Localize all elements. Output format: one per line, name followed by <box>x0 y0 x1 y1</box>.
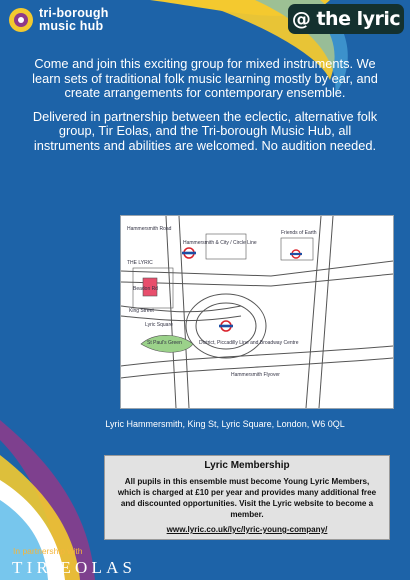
location-map <box>120 215 394 409</box>
map-label-hammersmith-city: Hammersmith & City / Circle Line <box>183 240 257 246</box>
membership-link[interactable]: www.lyric.co.uk/lyc/lyric-young-company/ <box>166 525 328 534</box>
intro-paragraph-1: Come and join this exciting group for mixed instruments. We learn sets of traditional folk music learning mostly by ear, and create arrangements for contemporary ensemble. <box>32 56 378 101</box>
map-label-stpauls-green: St Paul's Green <box>147 340 182 346</box>
map-label-the-lyric: THE LYRIC <box>127 260 153 266</box>
map-label-hammersmith-road: Hammersmith Road <box>127 226 172 232</box>
hub-disc-icon <box>8 7 34 33</box>
partner-name: TIR EOLAS <box>12 558 137 577</box>
intro-text <box>26 57 384 163</box>
partnership-intro: In partnership with <box>13 546 83 556</box>
lyric-logo: @ the lyric <box>288 4 404 34</box>
membership-title: Lyric Membership <box>204 460 290 471</box>
map-drawing <box>121 216 393 408</box>
map-label-friends-of-earth: Friends of Earth <box>281 230 317 236</box>
tri-borough-logo <box>8 7 109 33</box>
map-label-king-street: King Street <box>129 308 154 314</box>
map-label-hammersmith-flyover: Hammersmith Flyover <box>231 372 280 378</box>
membership-box <box>104 455 390 540</box>
map-label-district-piccadilly: District, Piccadilly Line and Broadway Centre <box>199 340 299 346</box>
venue-address: Lyric Hammersmith, King St, Lyric Square, London, W6 0QL <box>105 419 345 429</box>
membership-body: All pupils in this ensemble must become Young Lyric Members, which is charged at £10 per year and provides many additional free and discounted opportunities. Visit the Lyric website to become a member. <box>117 477 377 519</box>
map-label-beadon-road: Beadon Rd <box>133 286 159 292</box>
hub-logo-line2: music hub <box>39 19 104 33</box>
map-label-lyric-square: Lyric Square <box>145 322 173 328</box>
hub-logo-line1: tri-borough <box>39 6 109 20</box>
intro-paragraph-2: Delivered in partnership between the eclectic, alternative folk group, Tir Eolas, and the Tri-borough Music Hub, all instruments and abilities are welcomed. No audition needed. <box>32 108 378 153</box>
